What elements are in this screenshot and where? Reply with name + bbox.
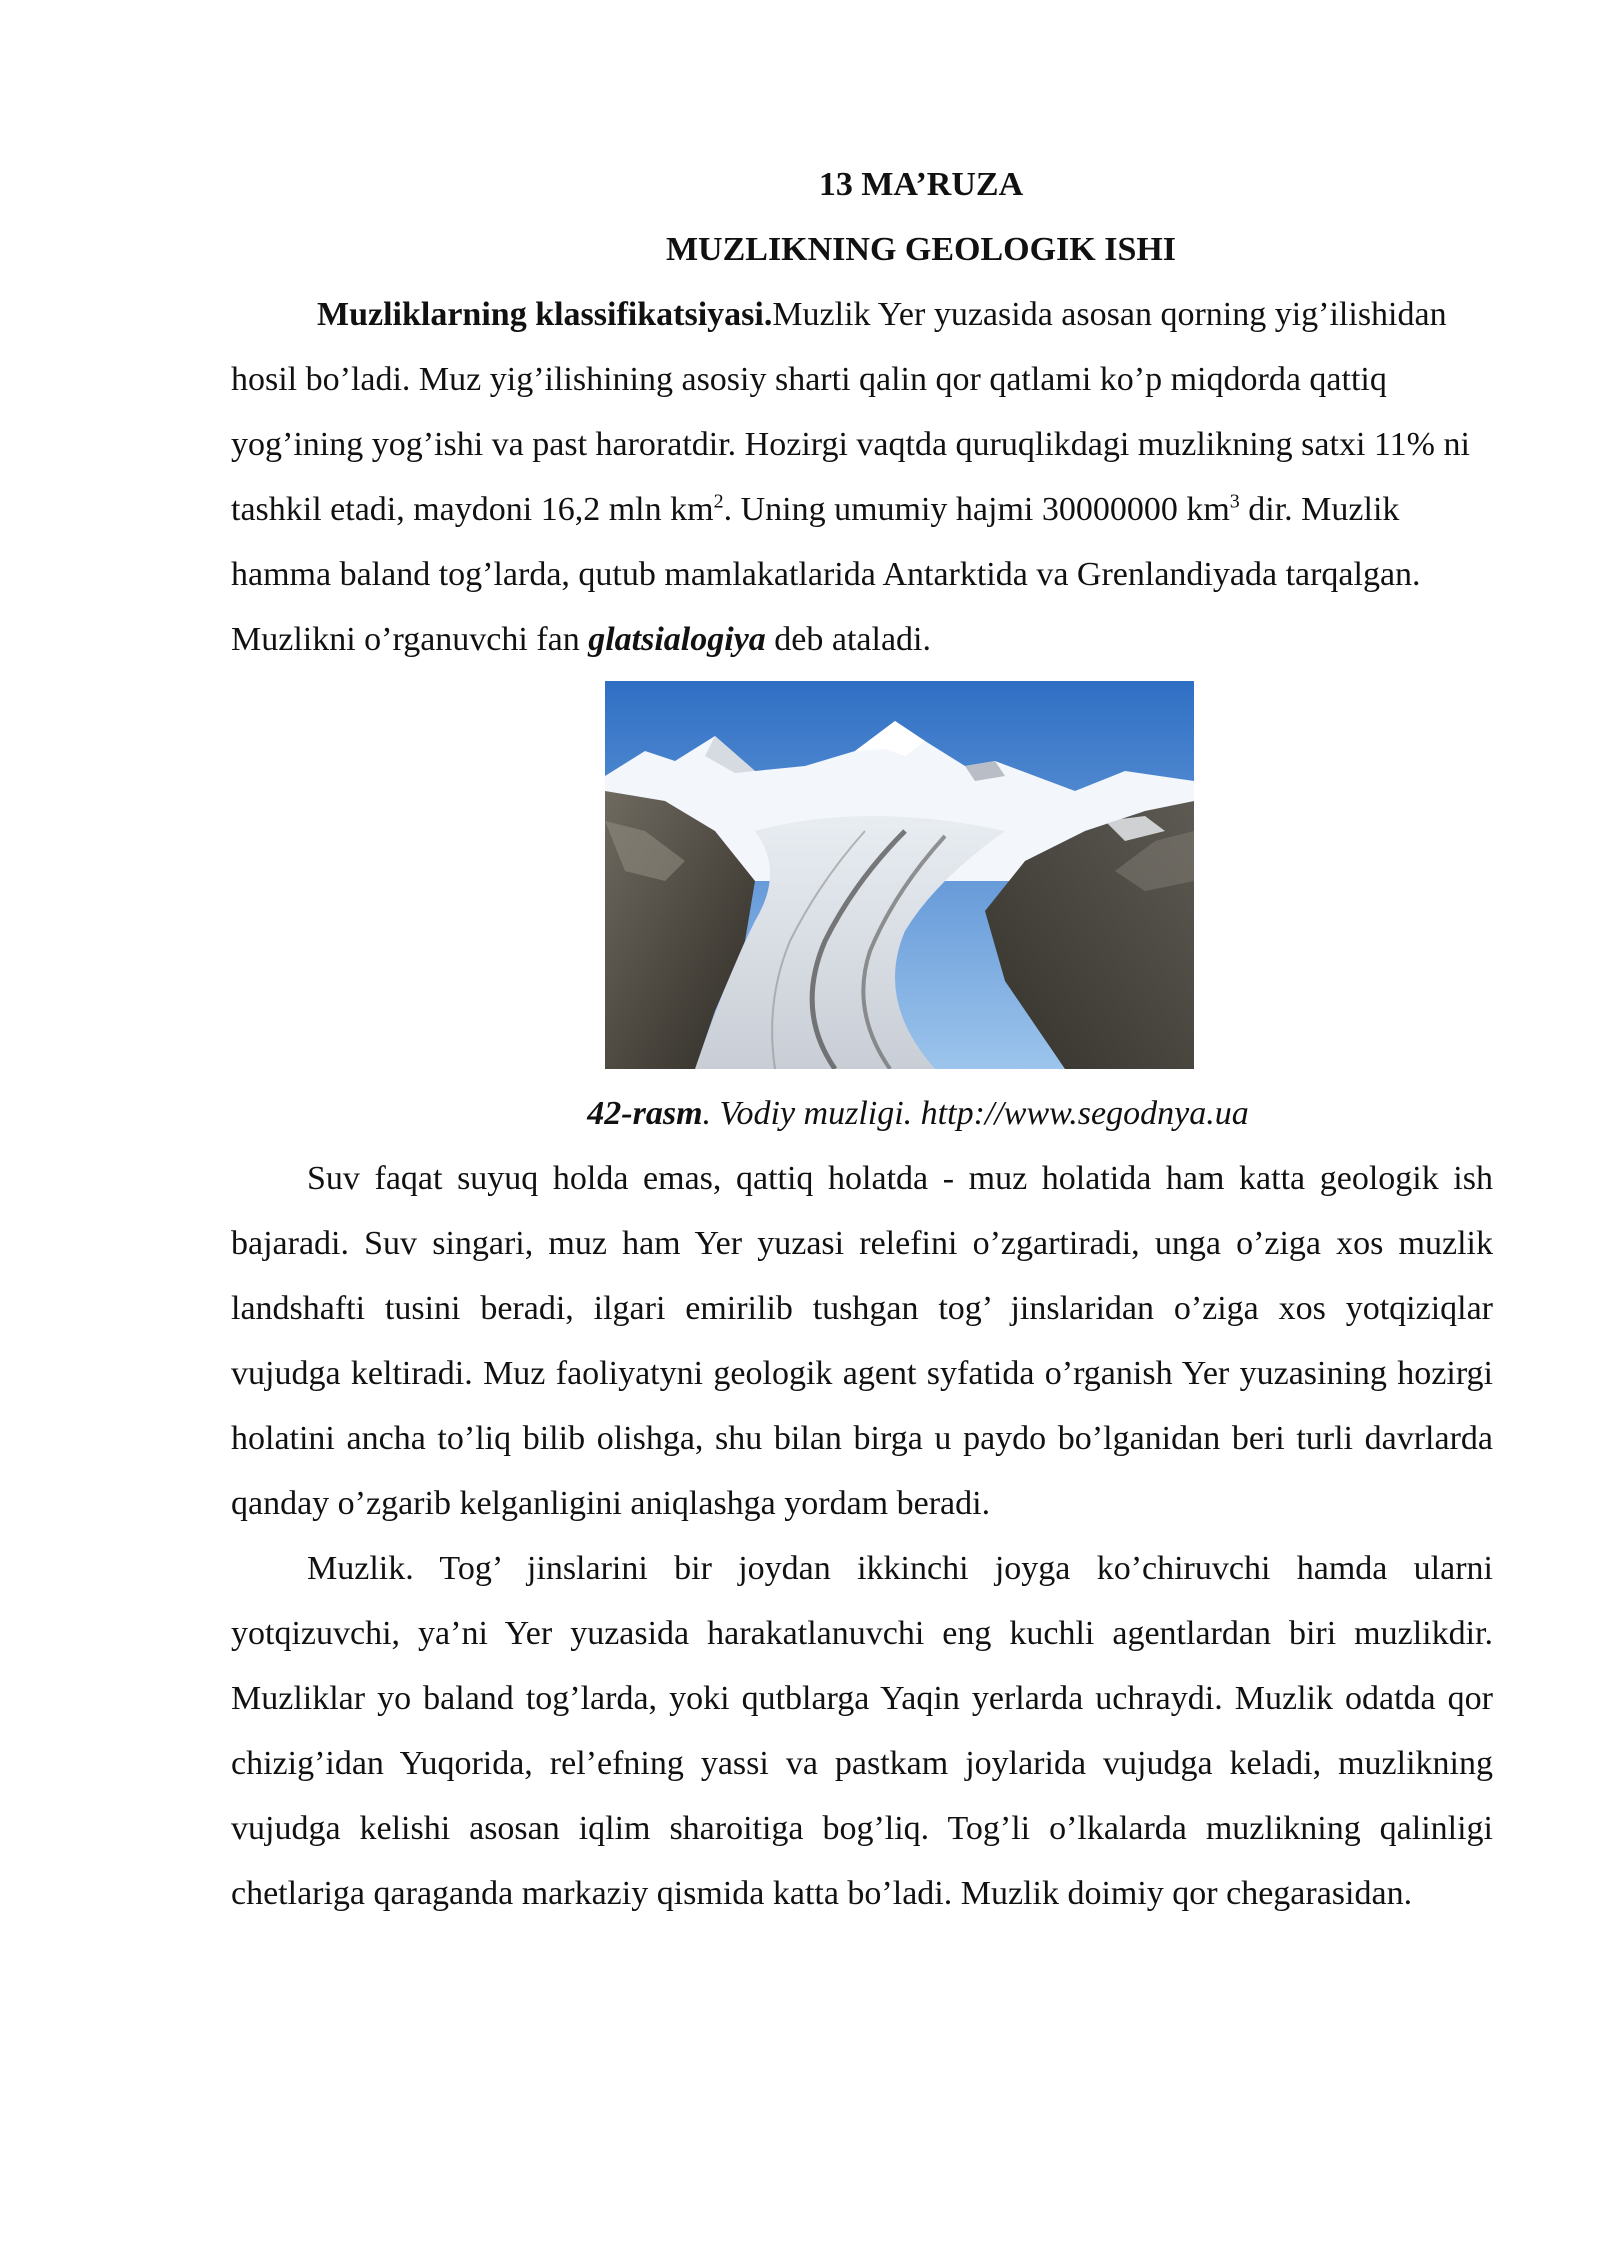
paragraph-glacier: Muzlik. Tog’ jinslarini bir joydan ikkinchi joyga ko’chiruvchi hamda ularni yotqizuvchi, ya’ni Yer yuzasida harakatlanuvchi eng kuchli agentlardan biri muzlikdir. Muzliklar yo baland tog’larda, yoki qutblarga Yaqin yerlarda uchraydi. Muzlik odatda qor chizig’idan Yuqorida, rel’efning yassi va pastkam joylarida vujudga keladi, muzlikning vujudga kelishi asosan iqlim sharoitiga bog’liq. Tog’li o’lkalarda muzlikning qalinligi chetlariga qaraganda markaziy qismida katta bo’ladi. Muzlik doimiy qor chegarasidan. (231, 1550, 1493, 1912)
figure-glacier (605, 681, 1194, 1069)
page-title: MUZLIKNING GEOLOGIK ISHI (665, 231, 1177, 268)
paragraph-text: deb ataladi. (765, 621, 931, 658)
term-glaciology: glatsialogiya (588, 621, 766, 658)
caption-text: . Vodiy muzligi. http://www.segodnya.ua (702, 1095, 1249, 1132)
caption-label: 42-rasm (587, 1095, 703, 1132)
figure-caption (231, 1081, 1493, 1146)
superscript: 2 (713, 490, 724, 513)
document-body (231, 152, 1493, 1926)
lecture-number: 13 MA’RUZA (818, 166, 1024, 203)
paragraph-classification (231, 282, 1493, 672)
valley-glacier-photo-icon (605, 681, 1194, 1069)
superscript: 3 (1229, 490, 1240, 513)
section-heading: Muzliklarning klassifikatsiyasi. (317, 296, 773, 333)
paragraph-text: dir. Muzlik hamma baland tog’larda, qutub mamlakatlarida Antarktida va Grenlandiyada tarqalgan. Muzlikni o’rganuvchi fan (231, 491, 1421, 658)
paragraph-ice-work: Suv faqat suyuq holda emas, qattiq holatda - muz holatida ham katta geologik ish bajaradi. Suv singari, muz ham Yer yuzasi relefini o’zgartiradi, unga o’ziga xos muzlik landshafti tusini beradi, ilgari emirilib tushgan tog’ jinslaridan o’ziga xos yotqiziqlar vujudga keltiradi. Muz faoliyatyni geologik agent syfatida o’rganish Yer yuzasining hozirgi holatini ancha to’liq bilib olishga, shu bilan birga u paydo bo’lganidan beri turli davrlarda qanday o’zgarib kelganligini aniqlashga yordam beradi. (231, 1160, 1493, 1522)
paragraph-text: . Uning umumiy hajmi 30000000 km (723, 491, 1230, 528)
paragraph-text: Muzlik Yer yuzasida asosan qorning yig’ilishidan hosil bo’ladi. Muz yig’ilishining asosiy sharti qalin qor qatlami ko’p miqdorda qattiq yog’ining yog’ishi va past haroratdir. Hozirgi vaqtda quruqlikdagi muzlikning satxi 11% ni tashkil etadi, maydoni 16,2 mln km (231, 296, 1470, 528)
